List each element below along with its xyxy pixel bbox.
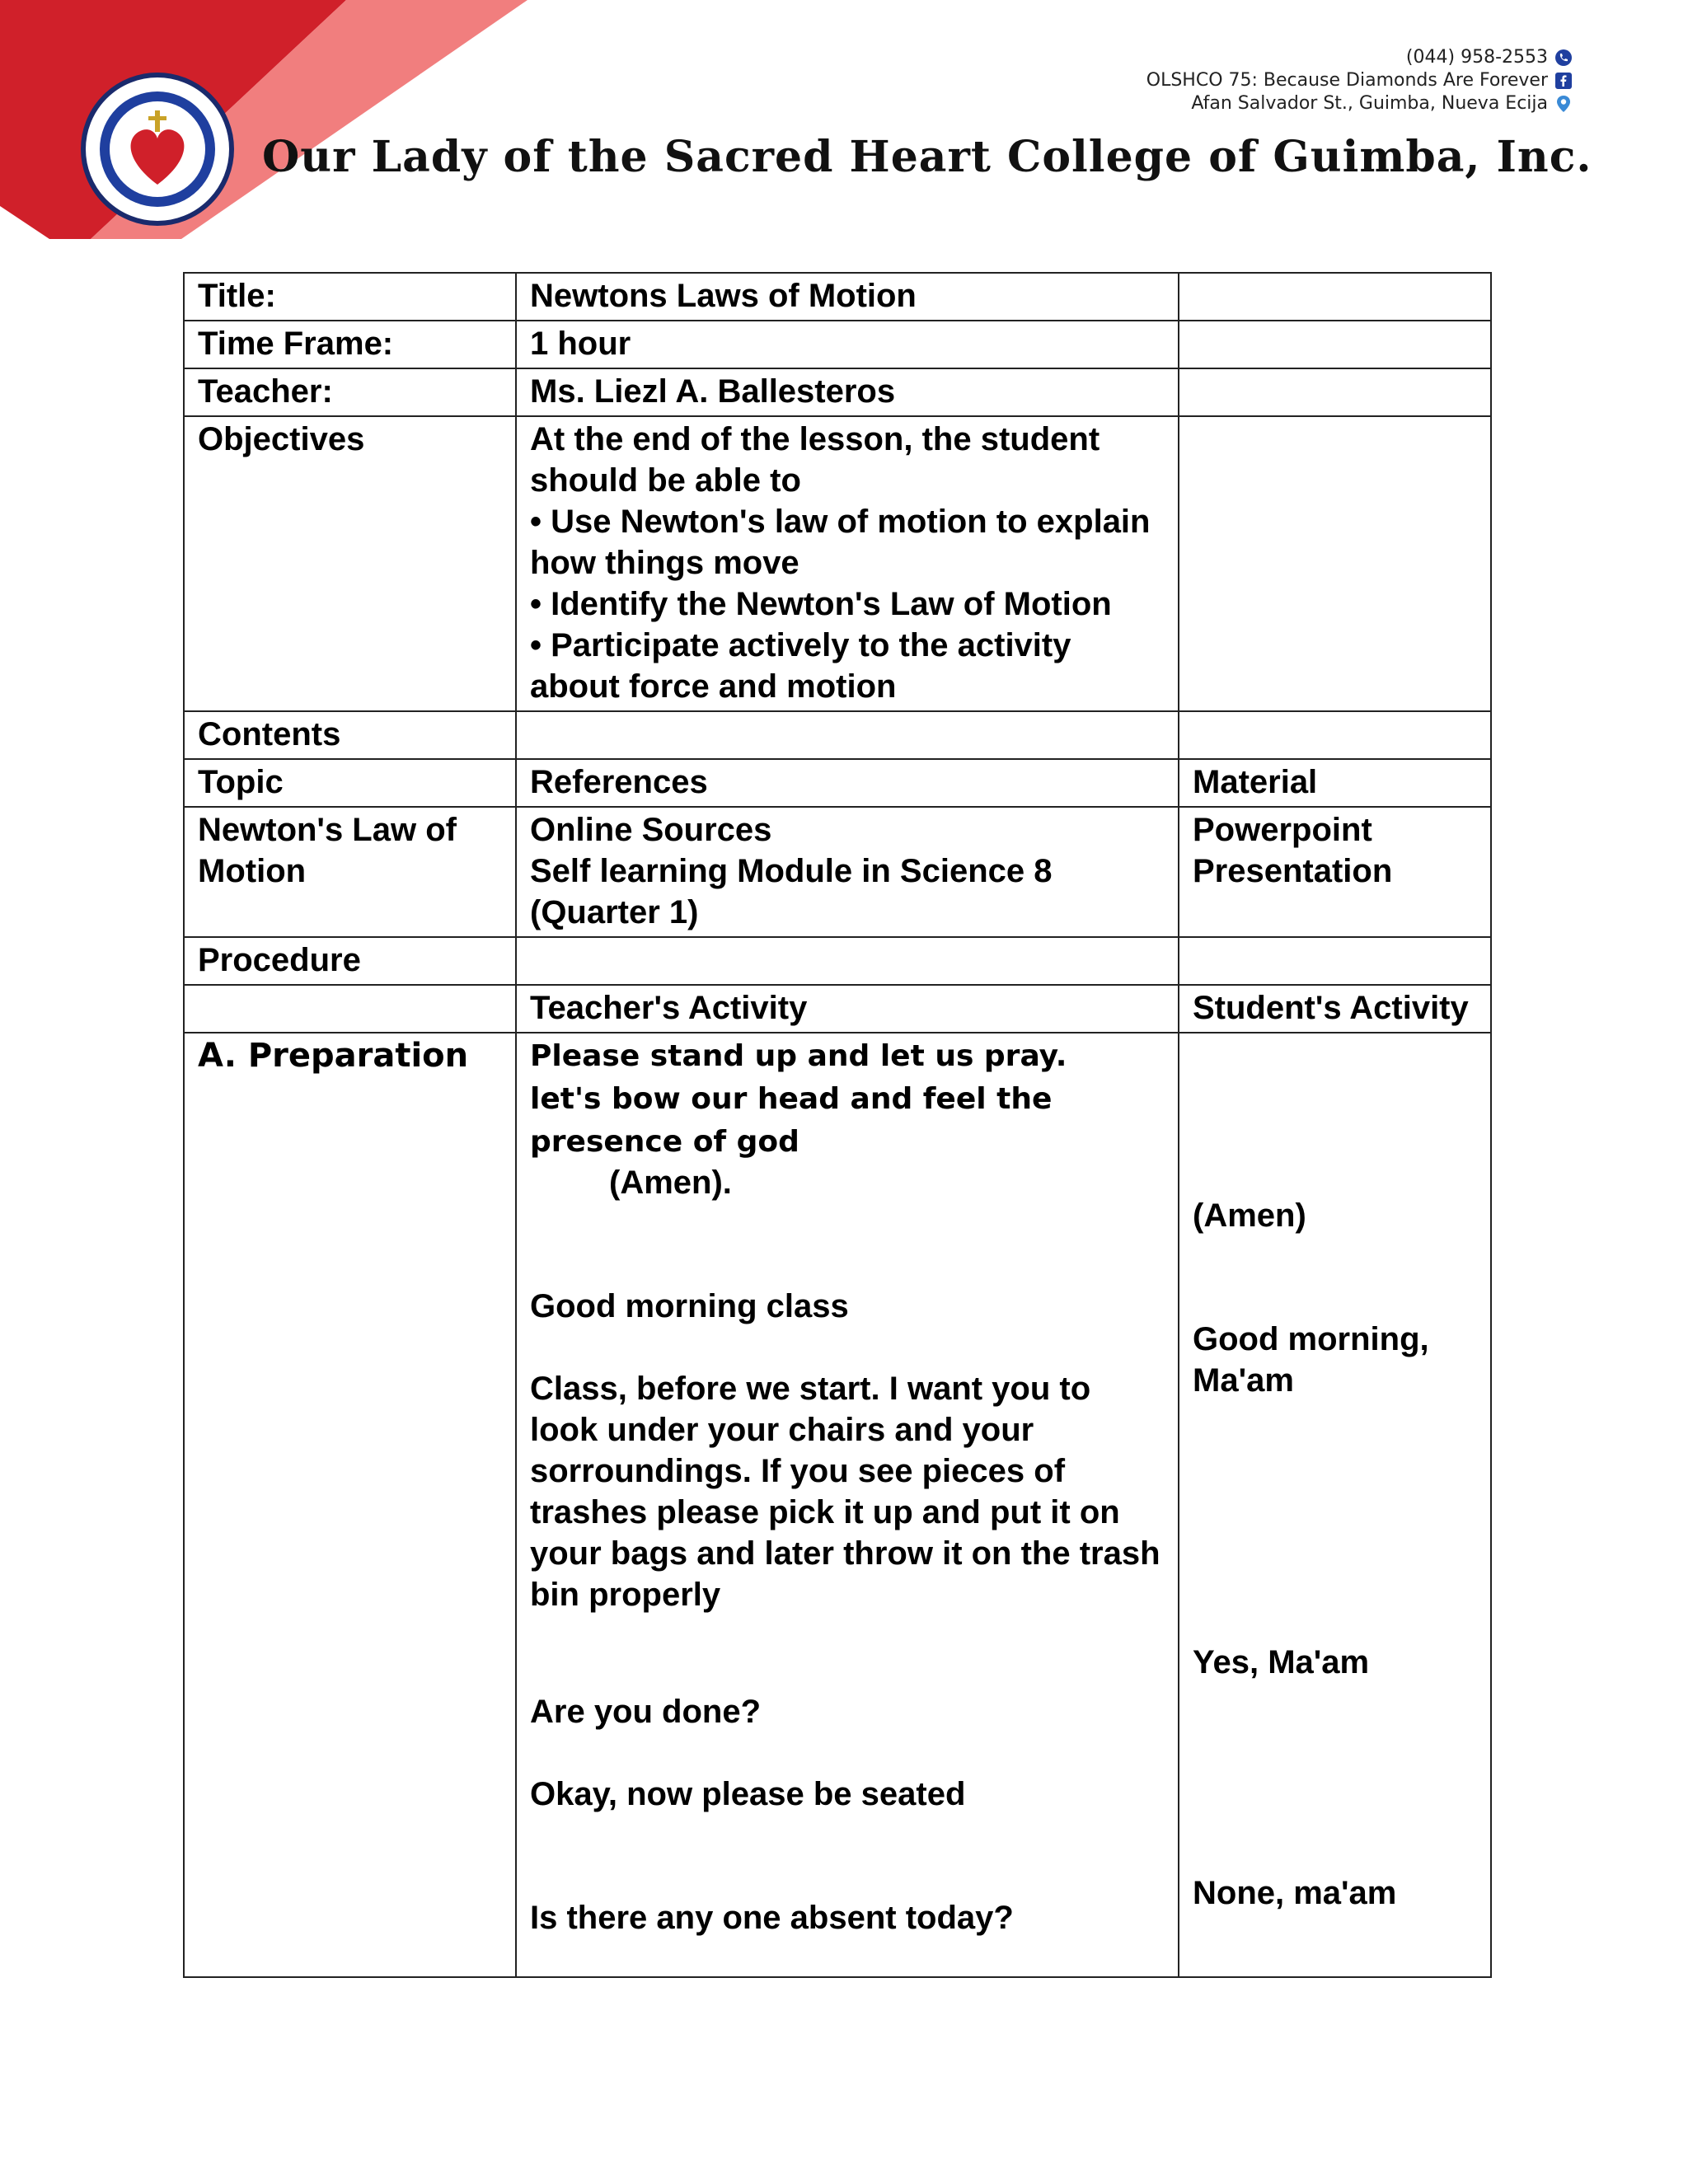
- material-value: Powerpoint Presentation: [1179, 807, 1491, 937]
- empty-cell: [1179, 416, 1491, 711]
- student-line: (Amen): [1193, 1197, 1306, 1234]
- school-name-banner: Our Lady of the Sacred Heart College of Guimba, Inc.: [262, 132, 1592, 182]
- empty-cell: [1179, 368, 1491, 416]
- title-value: Newtons Laws of Motion: [516, 273, 1179, 321]
- objective-item: • Use Newton's law of motion to explain how things move: [530, 504, 1151, 581]
- student-activity-cell: [1179, 1033, 1491, 1977]
- contents-label: Contents: [184, 711, 516, 759]
- objectives-cell: [516, 416, 1179, 711]
- student-activity-label: Student's Activity: [1179, 985, 1491, 1033]
- preparation-label: A. Preparation: [184, 1033, 516, 1977]
- table-row: [184, 985, 1491, 1033]
- location-pin-icon: [1554, 95, 1573, 113]
- table-row: [184, 937, 1491, 985]
- teacher-line: Is there any one absent today?: [530, 1900, 1014, 1936]
- time-frame-label: Time Frame:: [184, 321, 516, 368]
- student-line: Yes, Ma'am: [1193, 1644, 1370, 1680]
- teacher-activity-label: Teacher's Activity: [516, 985, 1179, 1033]
- header-phone: (044) 958-2553: [1405, 47, 1548, 68]
- teacher-activity-cell: [516, 1033, 1179, 1977]
- teacher-line: Good morning class: [530, 1288, 849, 1324]
- empty-cell: [1179, 273, 1491, 321]
- objective-item: • Participate actively to the activity about force and motion: [530, 627, 1071, 705]
- table-row: [184, 807, 1491, 937]
- empty-cell: [516, 711, 1179, 759]
- student-line: Good morning, Ma'am: [1193, 1321, 1429, 1399]
- school-seal-logo: [79, 71, 236, 227]
- teacher-value: Ms. Liezl A. Ballesteros: [516, 368, 1179, 416]
- phone-icon: [1554, 49, 1573, 67]
- table-row: [184, 368, 1491, 416]
- facebook-icon: [1554, 72, 1573, 90]
- title-label: Title:: [184, 273, 516, 321]
- empty-cell: [516, 937, 1179, 985]
- empty-cell: [1179, 711, 1491, 759]
- lesson-plan-table: [183, 272, 1492, 1978]
- table-row: [184, 1033, 1491, 1977]
- references-value: Online Sources Self learning Module in Science 8 (Quarter 1): [516, 807, 1179, 937]
- objectives-label: Objectives: [184, 416, 516, 711]
- material-label: Material: [1179, 759, 1491, 807]
- references-label: References: [516, 759, 1179, 807]
- teacher-line: Are you done?: [530, 1694, 762, 1730]
- student-line: None, ma'am: [1193, 1875, 1397, 1911]
- topic-value: Newton's Law of Motion: [184, 807, 516, 937]
- teacher-line: let's bow our head and feel the presence of god: [530, 1082, 1053, 1159]
- empty-cell: [1179, 937, 1491, 985]
- table-row: [184, 711, 1491, 759]
- teacher-line: Okay, now please be seated: [530, 1776, 966, 1812]
- empty-cell: [184, 985, 516, 1033]
- table-row: [184, 416, 1491, 711]
- header-contact-info: [1146, 46, 1573, 115]
- table-row: [184, 759, 1491, 807]
- topic-label: Topic: [184, 759, 516, 807]
- objectives-intro: At the end of the lesson, the student should be able to: [530, 421, 1100, 499]
- teacher-line: Please stand up and let us pray.: [530, 1039, 1067, 1073]
- header-tagline: OLSHCO 75: Because Diamonds Are Forever: [1146, 70, 1548, 91]
- teacher-label: Teacher:: [184, 368, 516, 416]
- teacher-line: (Amen).: [609, 1165, 732, 1201]
- objective-item: • Identify the Newton's Law of Motion: [530, 586, 1112, 622]
- empty-cell: [1179, 321, 1491, 368]
- time-frame-value: 1 hour: [516, 321, 1179, 368]
- table-row: [184, 321, 1491, 368]
- table-row: [184, 273, 1491, 321]
- header-address: Afan Salvador St., Guimba, Nueva Ecija: [1191, 93, 1548, 114]
- procedure-label: Procedure: [184, 937, 516, 985]
- teacher-line: Class, before we start. I want you to look under your chairs and your sorroundings. If you see pieces of trashes please pick it up and put it on your bags and later throw it on the trash bin properly: [530, 1371, 1160, 1613]
